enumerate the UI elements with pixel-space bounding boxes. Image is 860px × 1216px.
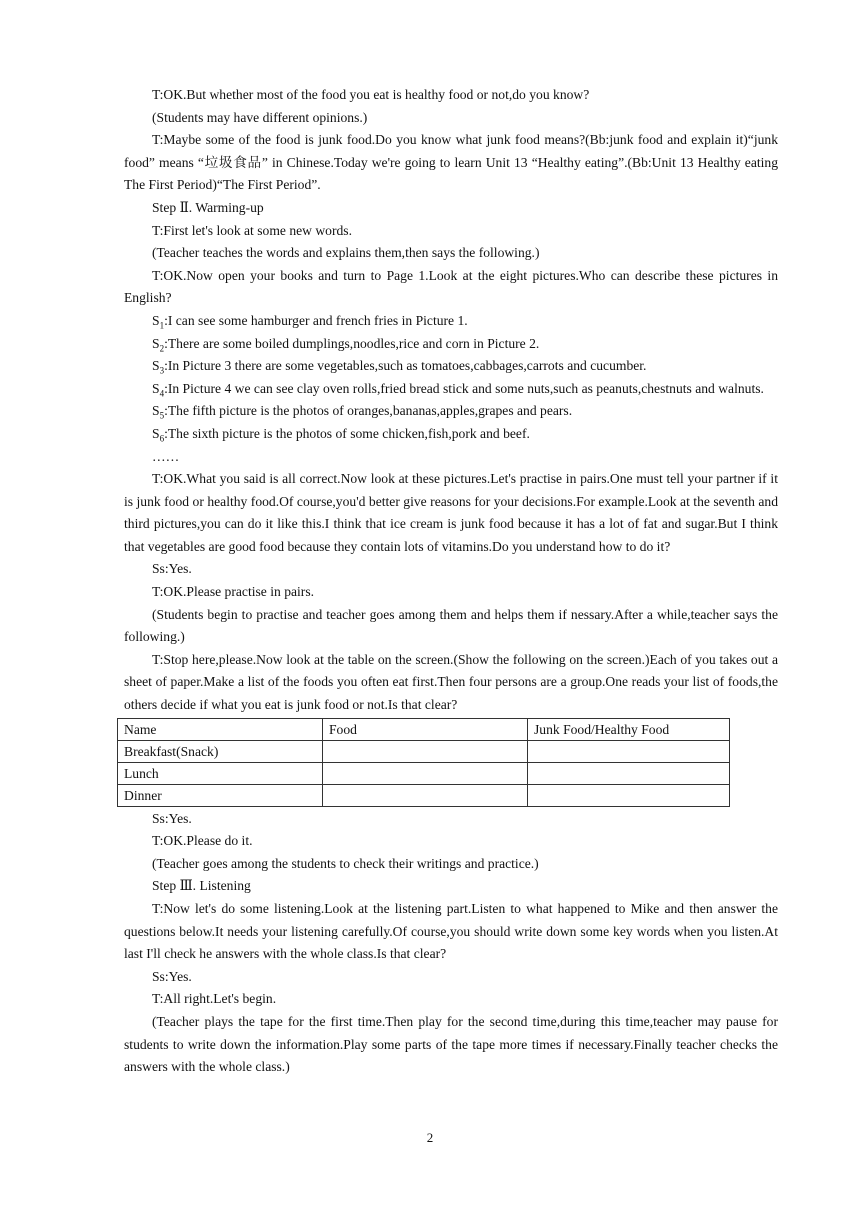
paragraph: T:Stop here,please.Now look at the table on the screen.(Show the following on the screen.)Each of you takes out a sheet of paper.Make a list of the foods you often eat first.Then four persons are a group.One reads your list of foods,the others decide if what you eat is junk food or not.Is that clear?	[124, 651, 778, 713]
table-cell	[323, 762, 528, 784]
student-line: $S_3:In$ Picture 3 there are some vegetables,such as tomatoes,cabbages,carrots and cucumber.	[152, 358, 647, 376]
student-line: $S_2:There$ are some boiled dumplings,noodles,rice and corn in Picture 2.	[152, 335, 540, 354]
paragraph: Ss:Yes.	[152, 968, 192, 984]
paragraph: (Teacher goes among the students to check their writings and practice.)	[152, 855, 539, 871]
table-cell: Lunch	[118, 762, 323, 784]
ellipsis: ……	[152, 448, 180, 464]
table-header: Junk Food/Healthy Food	[528, 718, 730, 740]
table-row	[118, 784, 730, 806]
student-line: $S_1:I$ can see some hamburger and french fries in Picture 1.	[152, 312, 468, 331]
table-cell	[528, 762, 730, 784]
table-header-row	[118, 718, 730, 740]
table-cell	[528, 740, 730, 762]
student-line: $S_5:The$ fifth picture is the photos of oranges,bananas,apples,grapes and pears.	[152, 403, 573, 422]
paragraph: T:OK.Now open your books and turn to Page 1.Look at the eight pictures.Who can describe these pictures in English?	[124, 267, 778, 306]
paragraph: Ss:Yes.	[152, 810, 192, 826]
paragraph: T:OK.What you said is all correct.Now look at these pictures.Let's practise in pairs.One must tell your partner if it is junk food or healthy food.Of course,you'd better give reasons for your decisions.For example.Look at the seventh and third pictures,you can do it like this.I think that ice cream is junk food because it has a lot of fat and sugar.But I think that vegetables are good food because they contain lots of vitamins.Do you understand how to do it?	[124, 471, 778, 554]
table-cell	[528, 784, 730, 806]
step-heading: Step Ⅱ. Warming-up	[152, 199, 264, 215]
page-number: 2	[426, 1130, 434, 1145]
paragraph: T:Now let's do some listening.Look at the listening part.Listen to what happened to Mike and then answer the questions below.It needs your listening carefully.Of course,you should write down some key words when you listen.At last I'll check he answers with the whole class.Is that clear?	[124, 901, 778, 962]
table-cell: Dinner	[118, 784, 323, 806]
paragraph: T:OK.Please do it.	[152, 833, 253, 849]
table-cell	[323, 740, 528, 762]
table-cell	[323, 784, 528, 806]
paragraph: T:OK.Please practise in pairs.	[152, 584, 315, 600]
paragraph: T:OK.But whether most of the food you eat is healthy food or not,do you know?	[152, 87, 590, 102]
table-row	[118, 762, 730, 784]
document-page	[124, 84, 778, 1079]
table-cell: Breakfast(Snack)	[118, 740, 323, 762]
paragraph: T:All right.Let's begin.	[152, 991, 277, 1007]
table-header: Name	[118, 718, 323, 740]
paragraph: (Students may have different opinions.)	[152, 109, 368, 125]
paragraph: (Teacher teaches the words and explains them,then says the following.)	[152, 245, 540, 261]
food-table	[117, 718, 730, 807]
step-heading: Step Ⅲ. Listening	[152, 878, 251, 894]
paragraph: T:Maybe some of the food is junk food.Do you know what junk food means?(Bb:junk food and explain it)“junk food” means “垃圾食品” in Chinese.Today we're going to learn Unit 13 “Healthy eating”.(Bb:Unit 13 Healthy eating The First Period)“The First Period”.	[124, 132, 778, 193]
student-line: $S_4:In$ Picture 4 we can see clay oven rolls,fried bread stick and some nuts,such as peanuts,chestnuts and walnuts.	[152, 380, 764, 399]
student-line: $S_6:The$ sixth picture is the photos of some chicken,fish,pork and beef.	[152, 425, 530, 444]
paragraph: (Teacher plays the tape for the first time.Then play for the second time,during this time,teacher may pause for students to write down the information.Play some parts of the tape more times if necessary.Finally teacher checks the answers with the whole class.)	[124, 1013, 778, 1075]
paragraph: Ss:Yes.	[152, 561, 192, 577]
paragraph: (Students begin to practise and teacher goes among them and helps them if nessary.After a while,teacher says the following.)	[124, 606, 778, 645]
paragraph: T:First let's look at some new words.	[152, 222, 352, 238]
table-header: Food	[323, 718, 528, 740]
table-row	[118, 740, 730, 762]
